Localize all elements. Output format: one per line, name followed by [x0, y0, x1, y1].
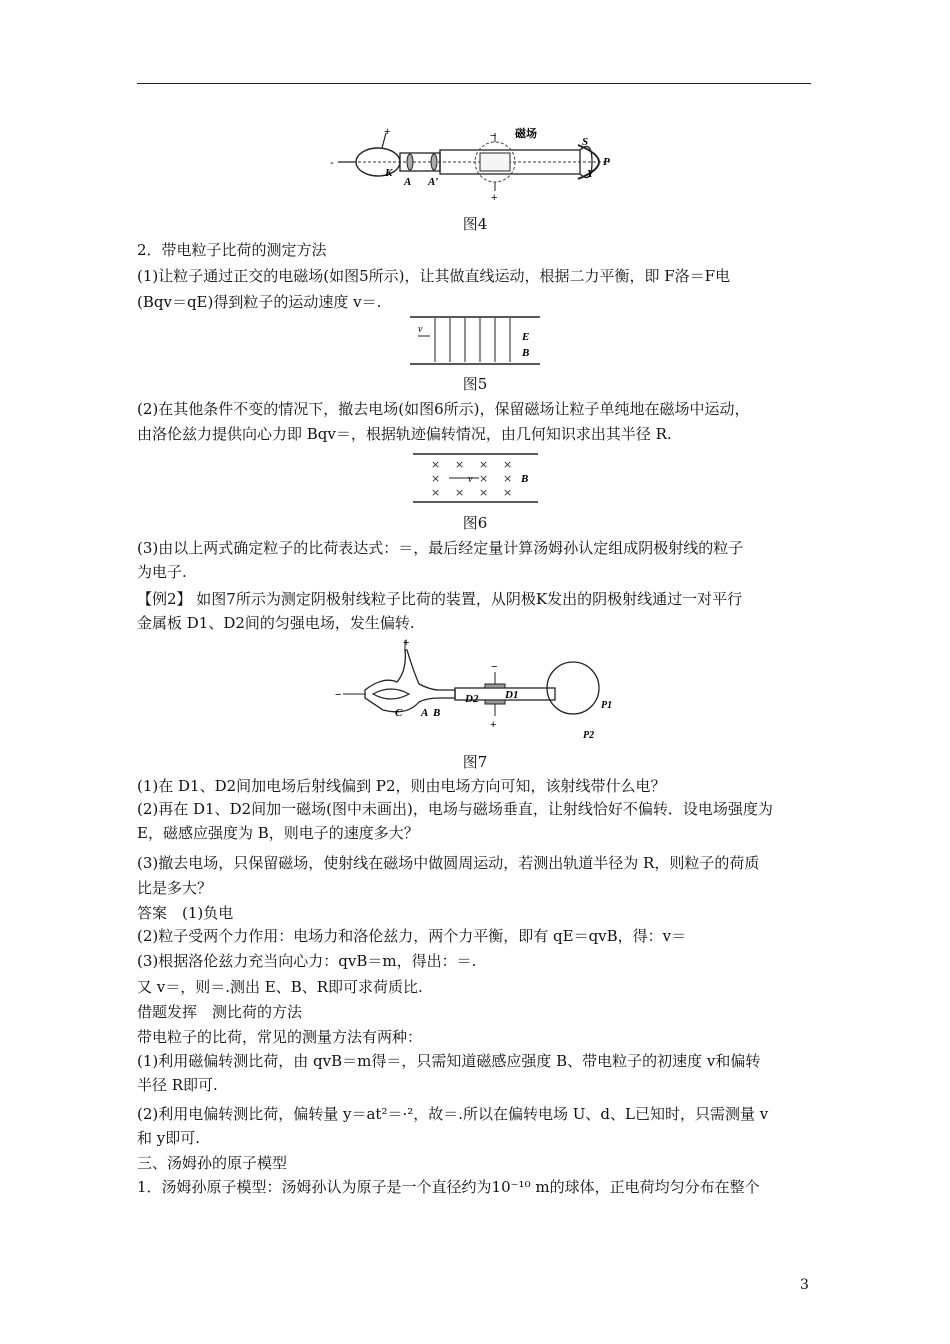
fig4-label-field: 磁场 [515, 127, 537, 140]
fig7-label-a: A [421, 707, 429, 719]
fig5-label-e: E [522, 331, 530, 343]
fig5-label-v: v [418, 324, 423, 335]
fig4-label-p: P [603, 156, 610, 168]
fig7-label-d2: D2 [465, 693, 479, 705]
figure-6-magnetic-field [413, 452, 538, 504]
paragraph-1-line-2: (Bqv＝qE)得到粒子的运动速度 v＝. [137, 293, 382, 311]
tip-2-line-2: 和 y即可. [137, 1129, 201, 1147]
tip-1-line-2: 半径 R即可. [137, 1076, 218, 1094]
fig7-label-minus-left: − [335, 689, 342, 701]
figure-4-caption: 图4 [462, 215, 488, 233]
fig4-label-a-prime: A′ [428, 176, 439, 188]
paragraph-1-line-1: (1)让粒子通过正交的电磁场(如图5所示)，让其做直线运动，根据二力平衡，即 F洛＝F电 [137, 267, 731, 285]
example-2-line-1: 【例2】 如图7所示为测定阴极射线粒子比荷的装置，从阴极K发出的阴极射线通过一对平行 [137, 590, 743, 608]
svg-text:×: × [479, 486, 489, 499]
svg-text:×: × [503, 458, 513, 471]
svg-text:×: × [431, 458, 441, 471]
answer-line-2: (2)粒子受两个力作用：电场力和洛伦兹力，两个力平衡，即有 qE＝qvB，得：v＝ [137, 927, 687, 945]
fig4-label-minus-left: - [330, 157, 334, 169]
fig7-label-b: B [433, 707, 441, 719]
question-2-line-2: E，磁感应强度为 B，则电子的速度多大？ [137, 824, 419, 842]
paragraph-3-line-1: (3)由以上两式确定粒子的比荷表达式：＝，最后经定量计算汤姆孙认定组成阴极射线的粒子 [137, 539, 744, 557]
fig4-label-minus-mid: − [490, 130, 497, 142]
example-2-line-2: 金属板 D1、D2间的匀强电场，发生偏转. [137, 614, 415, 632]
fig7-label-d1: D1 [505, 689, 519, 701]
tip-1-line-1: (1)利用磁偏转测比荷，由 qvB＝m得＝，只需知道磁感应强度 B、带电粒子的初速度 v和偏转 [137, 1052, 761, 1070]
tip-intro: 带电粒子的比荷，常见的测量方法有两种： [137, 1028, 423, 1046]
figure-5-caption: 图5 [462, 375, 488, 393]
fig5-label-b: B [522, 347, 530, 359]
svg-text:×: × [479, 458, 489, 471]
figure-7-caption: 图7 [462, 753, 488, 771]
fig7-label-c: C [395, 707, 403, 719]
fig7-label-p2: P2 [583, 730, 595, 741]
svg-text:×: × [503, 472, 513, 485]
fig4-label-plus-bottom: + [491, 192, 498, 204]
question-3-line-2: 比是多大？ [137, 879, 213, 897]
svg-text:×: × [479, 472, 489, 485]
fig7-label-p1: P1 [601, 700, 613, 711]
paragraph-2-line-2: 由洛伦兹力提供向心力即 Bqv＝，根据轨迹偏转情况，由几何知识求出其半径 R. [137, 425, 672, 443]
tip-title: 借题发挥 测比荷的方法 [137, 1003, 303, 1021]
svg-text:×: × [455, 486, 465, 499]
fig4-label-a: A [404, 176, 412, 188]
fig4-label-k: K [385, 167, 393, 179]
paragraph-2-line-1: (2)在其他条件不变的情况下，撤去电场(如图6所示)，保留磁场让粒子单纯地在磁场中运动， [137, 400, 750, 418]
figure-6-caption: 图6 [462, 514, 488, 532]
fig6-label-v: v [468, 474, 473, 485]
svg-text:×: × [431, 472, 441, 485]
answer-line-4: 又 v＝，则＝.测出 E、B、R即可求荷质比. [137, 978, 423, 996]
fig7-label-minus-top: − [491, 661, 498, 673]
fig4-label-y: Y [587, 168, 594, 180]
figure-5-crossed-fields [410, 314, 540, 370]
svg-text:×: × [431, 486, 441, 499]
fig7-label-plus-bottom: + [490, 719, 497, 731]
fig4-label-plus-top: + [384, 126, 391, 138]
fig6-label-b: B [521, 473, 529, 485]
tip-2-line-1: (2)利用电偏转测比荷，偏转量 y＝at²＝·²，故＝.所以在偏转电场 U、d、L已知时，只需测量 v [137, 1105, 769, 1123]
section-2-title: 2．带电粒子比荷的测定方法 [137, 241, 327, 259]
page-number: 3 [800, 1277, 809, 1293]
question-1: (1)在 D1、D2间加电场后射线偏到 P2，则由电场方向可知，该射线带什么电？ [137, 777, 666, 795]
answer-line-3: (3)根据洛伦兹力充当向心力：qvB＝m，得出：＝. [137, 952, 477, 970]
fig7-label-plus: + [403, 637, 410, 649]
header-rule [137, 83, 811, 84]
figure-7-thomson-apparatus [335, 636, 625, 744]
section-3-title: 三、汤姆孙的原子模型 [137, 1154, 288, 1172]
svg-text:×: × [503, 486, 513, 499]
fig4-label-s: S [582, 136, 589, 148]
question-3-line-1: (3)撤去电场，只保留磁场，使射线在磁场中做圆周运动，若测出轨道半径为 R，则粒子的荷质 [137, 854, 760, 872]
figure-4-cathode-ray-tube [330, 125, 620, 205]
model-line-1: 1．汤姆孙原子模型：汤姆孙认为原子是一个直径约为10⁻¹⁰ m的球体，正电荷均匀分布在整个 [137, 1178, 760, 1196]
answer-line-1: 答案 (1)负电 [137, 904, 234, 922]
svg-text:×: × [455, 458, 465, 471]
paragraph-3-line-2: 为电子. [137, 563, 187, 581]
question-2-line-1: (2)再在 D1、D2间加一磁场(图中未画出)，电场与磁场垂直，让射线恰好不偏转．设电场强度为 [137, 800, 773, 818]
